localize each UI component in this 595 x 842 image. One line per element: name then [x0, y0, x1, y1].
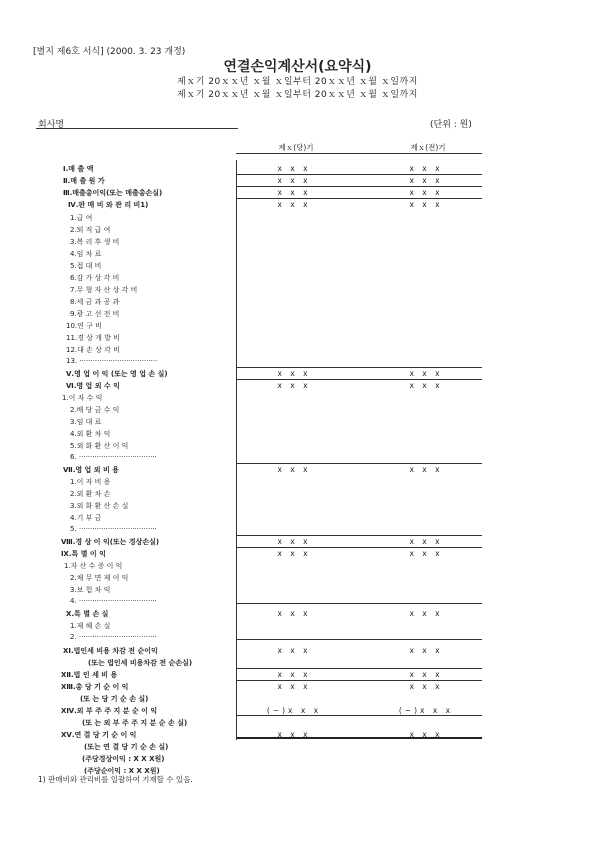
- statement-row: [0, 249, 595, 261]
- value-prior: x x x: [409, 609, 443, 618]
- statement-row: [0, 345, 595, 357]
- value-prior: x x x: [409, 381, 443, 390]
- value-prior: x x x: [409, 369, 443, 378]
- value-prior: x x x: [409, 164, 443, 173]
- row-label: Ⅸ.특 별 이 익: [61, 550, 106, 558]
- value-prior: x x x: [409, 200, 443, 209]
- label-column-divider: [236, 160, 237, 740]
- statement-row: [0, 225, 595, 237]
- section-rule: [236, 547, 482, 548]
- section-rule: [236, 535, 482, 536]
- statement-row: [0, 682, 595, 694]
- statement-row: [0, 501, 595, 513]
- period-prior: 제ｘ기 20ｘｘ년 ｘ월 ｘ일부터 20ｘｘ년 ｘ월 ｘ일까지: [177, 90, 418, 100]
- statement-row: [0, 694, 595, 706]
- section-rule: [236, 463, 482, 464]
- value-current: x x x: [277, 188, 311, 197]
- row-label: (주당순이익 : X X X원): [84, 767, 160, 775]
- section-rule: [236, 603, 482, 604]
- statement-row: [0, 393, 595, 405]
- statement-row: [0, 441, 595, 453]
- document-title: 연결손익계산서(요약식): [223, 59, 372, 75]
- row-label: ⅩⅡ.법 인 세 비 용: [61, 671, 118, 679]
- row-label: 10.연 구 비: [66, 322, 102, 330]
- statement-row: [0, 477, 595, 489]
- value-current: x x x: [277, 646, 311, 655]
- statement-row: [0, 513, 595, 525]
- row-label: 4. ···································: [70, 597, 157, 605]
- row-label: Ⅳ.판 매 비 와 관 리 비1): [68, 201, 149, 209]
- statement-row: [0, 754, 595, 766]
- value-current: x x x: [277, 200, 311, 209]
- row-label: 5.외 화 환 산 이 익: [70, 442, 129, 450]
- statement-row: [0, 621, 595, 633]
- statement-row: [0, 297, 595, 309]
- statement-row: [0, 646, 595, 658]
- statement-row: [0, 285, 595, 297]
- row-label: 6. ···································: [70, 453, 157, 461]
- statement-row: [0, 405, 595, 417]
- statement-row: [0, 549, 595, 561]
- statement-row: [0, 333, 595, 345]
- statement-row: [0, 200, 595, 212]
- statement-row: [0, 573, 595, 585]
- row-label: 3.보 험 차 익: [70, 586, 111, 594]
- row-label: ⅩⅤ.연 결 당 기 순 이 익: [61, 731, 137, 739]
- value-prior: x x x: [409, 549, 443, 558]
- row-label: (또 는 외 부 주 주 지 분 순 손 실): [82, 719, 188, 727]
- statement-row: [0, 585, 595, 597]
- row-label: 12.대 손 상 각 비: [66, 346, 120, 354]
- section-rule: [236, 680, 482, 681]
- value-current: x x x: [277, 465, 311, 474]
- statement-row: [0, 261, 595, 273]
- row-label: Ⅶ.영 업 외 비 용: [63, 466, 119, 474]
- form-number: [별지 제6호 서식] (2000. 3. 23 개정): [33, 47, 186, 57]
- statement-row: [0, 706, 595, 718]
- row-label: 7.무 형 자 산 상 각 비: [70, 286, 138, 294]
- row-label: 9.광 고 선 전 비: [70, 310, 120, 318]
- row-label: 4.기 부 금: [70, 514, 102, 522]
- footnote: 1) 판매비와 관리비를 일괄하여 기재할 수 있음.: [38, 775, 193, 784]
- company-name-label: 회사명: [38, 120, 65, 130]
- row-label: Ⅲ.매출총이익(또는 매출총손실): [63, 189, 163, 197]
- statement-row: [0, 213, 595, 225]
- row-label: Ⅷ.경 상 이 익(또는 경상손실): [61, 538, 160, 546]
- value-current: x x x: [277, 670, 311, 679]
- section-rule: [236, 737, 482, 739]
- row-label: Ⅴ.영 업 이 익 (또는 영 업 손 실): [66, 370, 168, 378]
- unit-label: (단위 : 원): [430, 120, 472, 130]
- statement-row: [0, 718, 595, 730]
- row-label: 1.이 자 수 익: [62, 394, 103, 402]
- value-current: x x x: [277, 176, 311, 185]
- statement-row: [0, 489, 595, 501]
- row-label: (또 는 당 기 순 손 실): [80, 695, 149, 703]
- statement-row: [0, 309, 595, 321]
- section-rule: [236, 668, 482, 669]
- statement-row: [0, 730, 595, 742]
- value-prior: x x x: [409, 730, 443, 739]
- row-label: 3.임 대 료: [70, 418, 102, 426]
- value-current: x x x: [277, 164, 311, 173]
- row-label: 5.접 대 비: [70, 262, 102, 270]
- value-current: (−)x x x: [266, 706, 322, 715]
- value-current: x x x: [277, 609, 311, 618]
- row-label: 4.임 차 료: [70, 250, 102, 258]
- value-prior: (−)x x x: [398, 706, 454, 715]
- statement-row: [0, 465, 595, 477]
- value-prior: x x x: [409, 682, 443, 691]
- value-current: x x x: [277, 682, 311, 691]
- value-prior: x x x: [409, 188, 443, 197]
- row-label: 2.외 환 차 손: [70, 490, 111, 498]
- row-label: 2. ···································: [70, 633, 157, 641]
- statement-row: [0, 742, 595, 754]
- row-label: 2.퇴 직 급 여: [70, 226, 111, 234]
- value-prior: x x x: [409, 537, 443, 546]
- row-label: Ⅹ.특 별 손 실: [66, 610, 109, 618]
- value-current: x x x: [277, 730, 311, 739]
- row-label: 1.재 해 손 실: [70, 622, 111, 630]
- row-label: 2.채 무 면 제 이 익: [70, 574, 129, 582]
- section-rule: [236, 367, 482, 368]
- value-prior: x x x: [409, 465, 443, 474]
- row-label: 1.급 여: [70, 214, 93, 222]
- row-label: 3.복 리 후 생 비: [70, 238, 120, 246]
- statement-row: [0, 321, 595, 333]
- section-rule: [236, 639, 482, 640]
- row-label: 6.감 가 상 각 비: [70, 274, 120, 282]
- row-label: (주당경상이익 : X X X원): [82, 755, 165, 763]
- row-label: 4.외 환 차 익: [70, 430, 111, 438]
- row-label: 1.이 자 비 용: [70, 478, 111, 486]
- value-prior: x x x: [409, 670, 443, 679]
- statement-row: [0, 237, 595, 249]
- statement-row: [0, 273, 595, 285]
- section-rule: [236, 379, 482, 380]
- row-label: ⅩⅠ.법인세 비용 차감 전 순이익: [63, 647, 158, 655]
- row-label: 13. ···································: [66, 357, 158, 365]
- value-prior: x x x: [409, 176, 443, 185]
- section-rule: [236, 174, 482, 175]
- column-header-current: 제ｘ(당)기: [278, 143, 314, 152]
- row-label: (또는 연 결 당 기 순 손 실): [84, 743, 169, 751]
- period-current: 제ｘ기 20ｘｘ년 ｘ월 ｘ일부터 20ｘｘ년 ｘ월 ｘ일까지: [177, 77, 418, 87]
- value-current: x x x: [277, 549, 311, 558]
- row-label: (또는 법인세 비용차감 전 순손실): [88, 659, 193, 667]
- row-label: Ⅰ.매 출 액: [63, 165, 94, 173]
- section-rule: [236, 198, 482, 199]
- statement-row: [0, 609, 595, 621]
- row-label: ⅩⅢ.총 당 기 순 이 익: [61, 683, 129, 691]
- row-label: Ⅵ.영 업 외 수 익: [66, 382, 120, 390]
- row-label: 3.외 화 환 산 손 실: [70, 502, 129, 510]
- value-current: x x x: [277, 381, 311, 390]
- company-name-underline: [36, 128, 238, 129]
- row-label: 1.자 산 수 증 이 익: [64, 562, 123, 570]
- row-label: 8.세 금 과 공 과: [70, 298, 120, 306]
- section-rule: [236, 186, 482, 187]
- statement-row: [0, 429, 595, 441]
- value-current: x x x: [277, 369, 311, 378]
- value-current: x x x: [277, 537, 311, 546]
- statement-row: [0, 417, 595, 429]
- statement-row: [0, 381, 595, 393]
- header-rule: [236, 153, 482, 154]
- statement-row: [0, 561, 595, 573]
- row-label: ⅩⅣ.외 부 주 주 지 분 순 이 익: [61, 707, 158, 715]
- column-header-prior: 제ｘ(전)기: [410, 143, 446, 152]
- value-prior: x x x: [409, 646, 443, 655]
- row-label: 11.경 상 개 발 비: [66, 334, 120, 342]
- section-rule: [236, 715, 482, 716]
- row-label: 5. ···································: [70, 525, 157, 533]
- row-label: Ⅱ.매 출 원 가: [63, 177, 105, 185]
- row-label: 2.배 당 금 수 익: [70, 406, 120, 414]
